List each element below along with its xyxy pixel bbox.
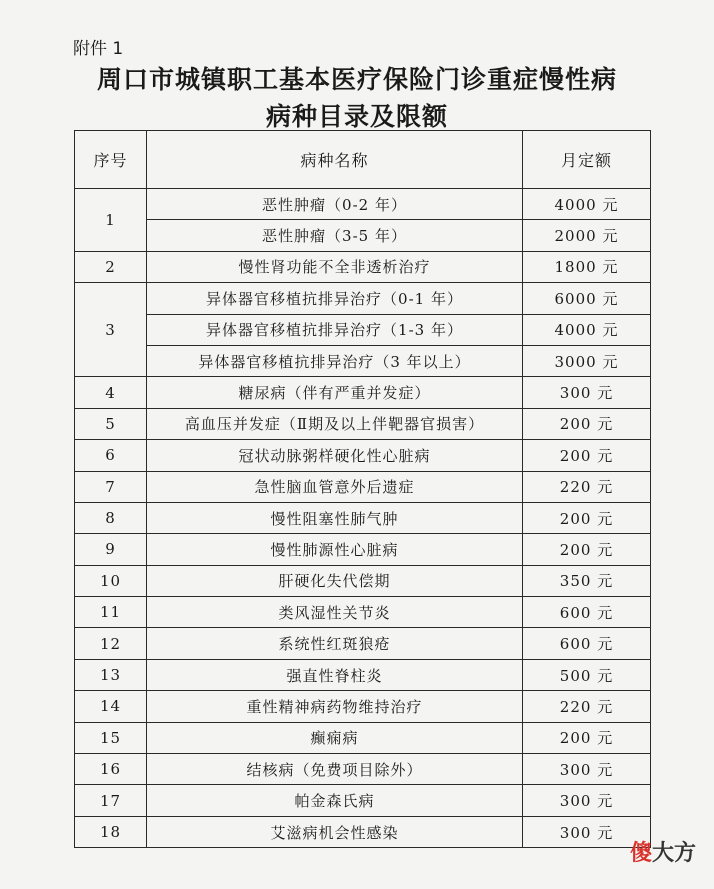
- table-row: [75, 534, 651, 565]
- table-row: [75, 440, 651, 471]
- disease-name: 异体器官移植抗排异治疗（3 年以上）: [147, 345, 523, 376]
- table-row: [75, 628, 651, 659]
- monthly-quota: 350 元: [523, 565, 651, 596]
- disease-name: 慢性肾功能不全非透析治疗: [147, 251, 523, 282]
- watermark-part2: 大方: [651, 841, 696, 866]
- row-number: 6: [75, 440, 147, 471]
- header-serial-number: 序号: [75, 131, 147, 189]
- disease-name: 异体器官移植抗排异治疗（1-3 年）: [147, 314, 523, 345]
- row-number: 8: [75, 502, 147, 533]
- monthly-quota: 1800 元: [523, 251, 651, 282]
- monthly-quota: 200 元: [523, 722, 651, 753]
- row-number: 1: [75, 189, 147, 252]
- table-row: [75, 220, 651, 251]
- disease-name: 急性脑血管意外后遗症: [147, 471, 523, 502]
- row-number: 11: [75, 597, 147, 628]
- monthly-quota: 220 元: [523, 471, 651, 502]
- table-row: [75, 471, 651, 502]
- disease-name: 冠状动脉粥样硬化性心脏病: [147, 440, 523, 471]
- monthly-quota: 6000 元: [523, 283, 651, 314]
- monthly-quota: 300 元: [523, 785, 651, 816]
- table-row: [75, 189, 651, 220]
- watermark-logo: [630, 836, 696, 867]
- disease-name: 类风湿性关节炎: [147, 597, 523, 628]
- row-number: 15: [75, 722, 147, 753]
- header-monthly-quota: 月定额: [523, 131, 651, 189]
- monthly-quota: 300 元: [523, 377, 651, 408]
- monthly-quota: 200 元: [523, 502, 651, 533]
- monthly-quota: 4000 元: [523, 314, 651, 345]
- row-number: 12: [75, 628, 147, 659]
- monthly-quota: 300 元: [523, 816, 651, 847]
- table-row: [75, 345, 651, 376]
- row-number: 5: [75, 408, 147, 439]
- table-row: [75, 816, 651, 847]
- disease-name: 强直性脊柱炎: [147, 659, 523, 690]
- document-title: 周口市城镇职工基本医疗保险门诊重症慢性病: [96, 65, 617, 94]
- attachment-label: 附件 1: [73, 39, 124, 59]
- disease-name: 肝硬化失代偿期: [147, 565, 523, 596]
- table-row: [75, 691, 651, 722]
- monthly-quota: 600 元: [523, 597, 651, 628]
- monthly-quota: 2000 元: [523, 220, 651, 251]
- row-number: 16: [75, 754, 147, 785]
- table-row: [75, 314, 651, 345]
- table-row: [75, 785, 651, 816]
- row-number: 17: [75, 785, 147, 816]
- monthly-quota: 300 元: [523, 754, 651, 785]
- table-row: [75, 502, 651, 533]
- row-number: 7: [75, 471, 147, 502]
- row-number: 3: [75, 283, 147, 377]
- disease-name: 糖尿病（伴有严重并发症）: [147, 377, 523, 408]
- disease-name: 恶性肿瘤（3-5 年）: [147, 220, 523, 251]
- monthly-quota: 220 元: [523, 691, 651, 722]
- disease-name: 慢性肺源性心脏病: [147, 534, 523, 565]
- disease-quota-table: [74, 130, 651, 848]
- disease-name: 结核病（免费项目除外）: [147, 754, 523, 785]
- monthly-quota: 200 元: [523, 440, 651, 471]
- row-number: 14: [75, 691, 147, 722]
- disease-name: 重性精神病药物维持治疗: [147, 691, 523, 722]
- row-number: 2: [75, 251, 147, 282]
- disease-name: 异体器官移植抗排异治疗（0-1 年）: [147, 283, 523, 314]
- row-number: 13: [75, 659, 147, 690]
- monthly-quota: 200 元: [523, 408, 651, 439]
- disease-name: 帕金森氏病: [147, 785, 523, 816]
- table-row: [75, 722, 651, 753]
- row-number: 10: [75, 565, 147, 596]
- header-disease-name: 病种名称: [147, 131, 523, 189]
- disease-name: 艾滋病机会性感染: [147, 816, 523, 847]
- monthly-quota: 200 元: [523, 534, 651, 565]
- table-row: [75, 283, 651, 314]
- disease-name: 恶性肿瘤（0-2 年）: [147, 189, 523, 220]
- table-row: [75, 377, 651, 408]
- row-number: 18: [75, 816, 147, 847]
- table-row: [75, 565, 651, 596]
- table-row: [75, 754, 651, 785]
- row-number: 9: [75, 534, 147, 565]
- monthly-quota: 500 元: [523, 659, 651, 690]
- disease-name: 高血压并发症（Ⅱ期及以上伴靶器官损害）: [147, 408, 523, 439]
- disease-name: 慢性阻塞性肺气肿: [147, 502, 523, 533]
- table-row: [75, 597, 651, 628]
- monthly-quota: 4000 元: [523, 189, 651, 220]
- table-row: [75, 251, 651, 282]
- row-number: 4: [75, 377, 147, 408]
- document-subtitle: 病种目录及限额: [265, 102, 448, 131]
- watermark-part1: 傻: [629, 841, 652, 866]
- monthly-quota: 3000 元: [523, 345, 651, 376]
- table-row: [75, 659, 651, 690]
- monthly-quota: 600 元: [523, 628, 651, 659]
- table-header-row: [75, 131, 651, 189]
- disease-name: 癫痫病: [147, 722, 523, 753]
- table-row: [75, 408, 651, 439]
- disease-name: 系统性红斑狼疮: [147, 628, 523, 659]
